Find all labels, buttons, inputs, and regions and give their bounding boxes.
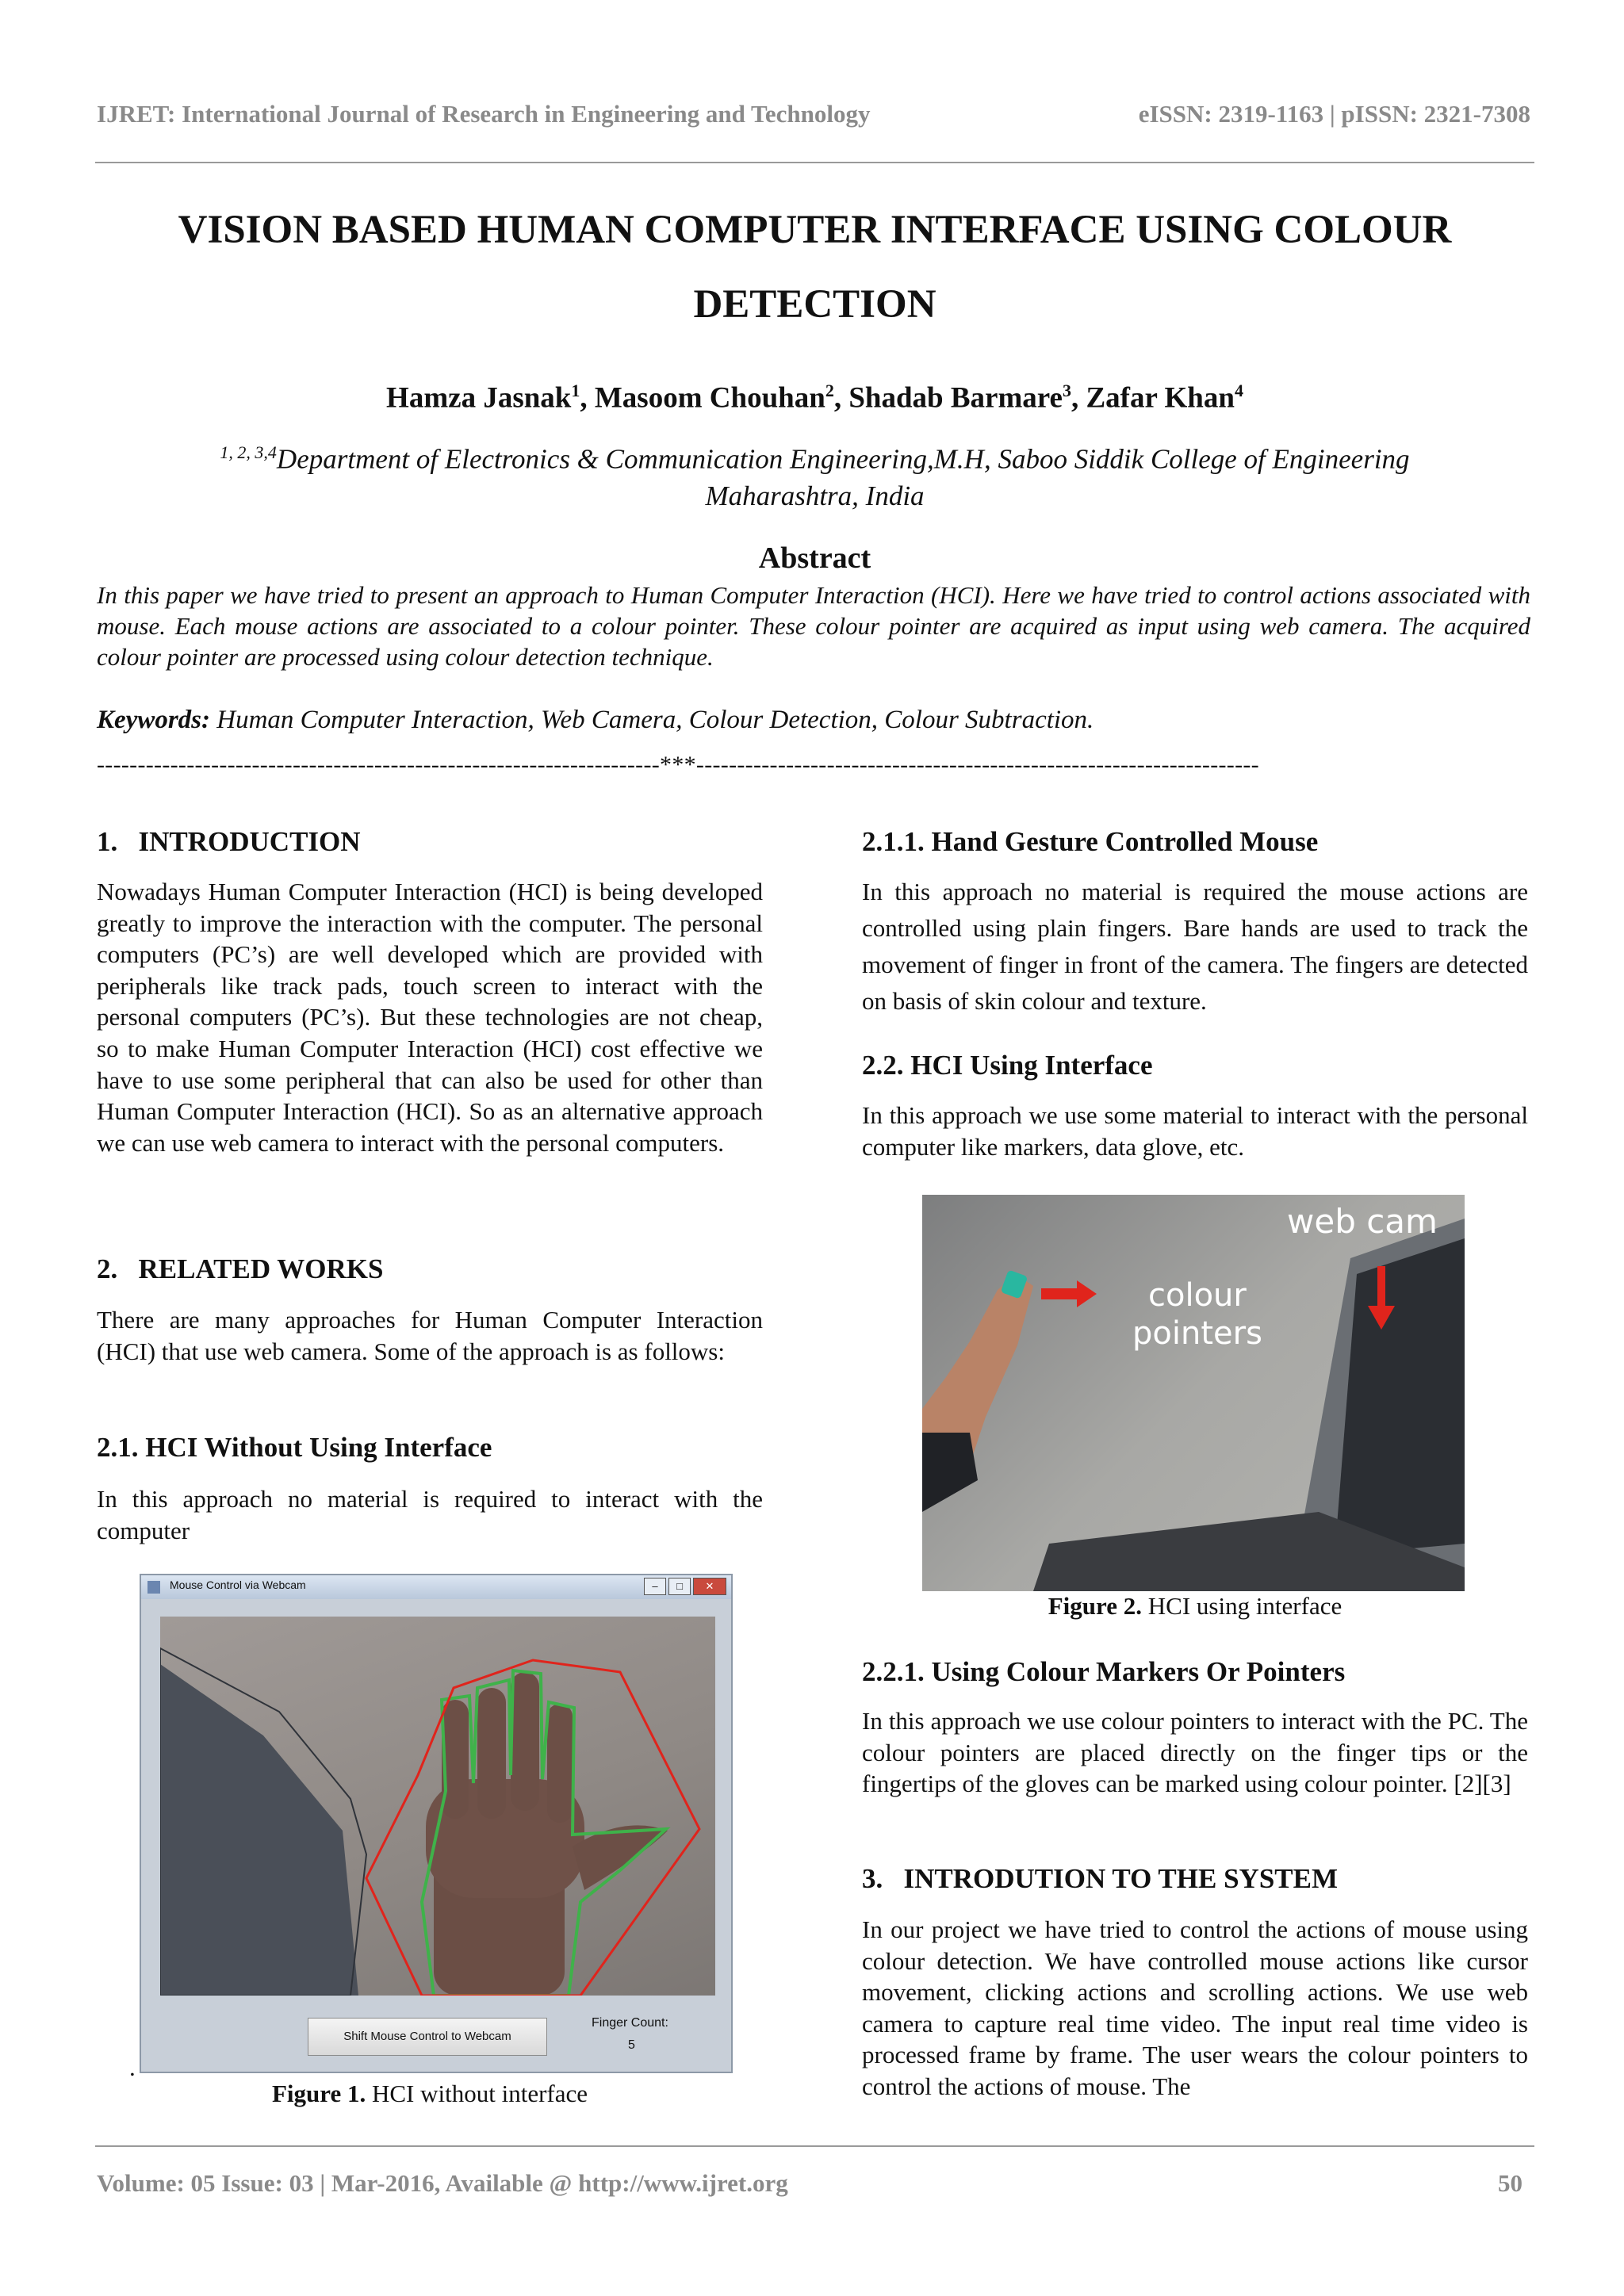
sleeve-photo <box>922 1433 978 1512</box>
finger-count-label: Finger Count: <box>592 2016 668 2030</box>
figure-1-caption-text: HCI without interface <box>366 2080 588 2107</box>
colour-pointers-label-line-2: pointers <box>1132 1315 1262 1352</box>
window-title: Mouse Control via Webcam <box>170 1578 306 1591</box>
paper-title <box>95 193 1534 342</box>
author-sup: 2 <box>825 381 834 400</box>
author-name: Shadab Barmare <box>848 381 1063 415</box>
title-line-2: DETECTION <box>693 282 936 327</box>
window-controls <box>644 1578 726 1595</box>
author-name: Hamza Jasnak <box>386 381 572 415</box>
figure-2-image <box>922 1195 1465 1591</box>
figure-2-caption-text: HCI using interface <box>1142 1592 1342 1620</box>
arrow-to-pointer-icon <box>1041 1280 1097 1307</box>
keywords-label: Keywords: <box>97 706 210 734</box>
app-icon <box>147 1581 160 1594</box>
keywords <box>97 706 1530 735</box>
abstract-heading: Abstract <box>758 541 871 575</box>
minimize-icon: – <box>644 1578 666 1595</box>
author-name: Masoom Chouhan <box>594 381 825 415</box>
stray-dot: . <box>129 2053 136 2081</box>
issn-header: eISSN: 2319-1163 | pISSN: 2321-7308 <box>1138 100 1530 128</box>
header-rule <box>95 162 1534 163</box>
close-icon: ✕ <box>693 1578 726 1595</box>
section-2-2-1-text: In this approach we use colour pointers to interact with the PC. The colour pointers are placed directly on the finger tips or the fingertips of the gloves can be marked using colour pointer. [2][3] <box>862 1707 1528 1798</box>
affiliation <box>135 434 1495 515</box>
shift-mouse-control-button[interactable]: Shift Mouse Control to Webcam <box>308 2018 547 2056</box>
figure-2-caption <box>862 1592 1528 1621</box>
section-2-1-heading: 2.1. HCI Without Using Interface <box>97 1432 492 1463</box>
section-2-2-1-heading: 2.2.1. Using Colour Markers Or Pointers <box>862 1656 1346 1687</box>
webcam-feed <box>160 1617 715 1996</box>
affiliation-line-1: Department of Electronics & Communication Engineering,M.H, Saboo Siddik College of Engineering <box>276 443 1410 475</box>
window-titlebar <box>141 1575 731 1599</box>
figure-1-image <box>140 1574 733 2073</box>
author-sup: 1 <box>571 381 580 400</box>
affiliation-sup: 1, 2, 3,4 <box>220 442 277 462</box>
author-name: Zafar Khan <box>1086 381 1235 415</box>
affiliation-line-2: Maharashtra, India <box>705 480 925 511</box>
section-2-1-text: In this approach no material is required to interact with the computer <box>97 1485 763 1544</box>
related-works-text: There are many approaches for Human Computer Interaction (HCI) that use web camera. Some of the approach is as follows: <box>97 1306 763 1365</box>
author-sup: 4 <box>1234 381 1243 400</box>
journal-header: IJRET: International Journal of Research in Engineering and Technology <box>97 100 871 128</box>
finger-count-value: 5 <box>628 2038 635 2052</box>
author-sup: 3 <box>1062 381 1071 400</box>
related-works-heading: 2. RELATED WORKS <box>97 1253 384 1284</box>
figure-1-caption <box>97 2080 763 2108</box>
title-line-1: VISION BASED HUMAN COMPUTER INTERFACE USING COLOUR <box>178 208 1452 252</box>
footer-rule <box>95 2145 1534 2147</box>
author-list: Hamza Jasnak$^1$, Masoom Chouhan$^2$, Shadab Barmare$^3$, Zafar Khan$^4$ <box>386 381 1243 415</box>
figure-2-caption-label: Figure 2. <box>1048 1592 1142 1620</box>
section-2-1-1-text: In this approach no material is required the mouse actions are controlled using plain fingers. Bare hands are used to track the movement of finger in front of the camera. The fingers are detected on basis of skin colour and texture. <box>862 878 1528 1015</box>
section-3-text: In our project we have tried to control the actions of mouse using colour detection. We have controlled mouse actions like cursor movement, clicking actions and scrolling actions. We use web camera to capture real time video. The input real time video is processed frame by frame. The user wears the colour pointers to control the actions of mouse. The <box>862 1915 1528 2100</box>
page-number: 50 <box>1498 2169 1522 2197</box>
footer-volume: Volume: 05 Issue: 03 | Mar-2016, Available @ http://www.ijret.org <box>97 2169 788 2197</box>
hand-detection-svg <box>160 1617 715 1996</box>
abstract-text: In this paper we have tried to present an approach to Human Computer Interaction (HCI). Here we have tried to control actions associated with mouse. Each mouse actions are associated to a colour pointer. These colour pointer are acquired as input using web camera. The acquired colour pointer are processed using colour detection technique. <box>97 581 1530 671</box>
keywords-text: Human Computer Interaction, Web Camera, Colour Detection, Colour Subtraction. <box>216 706 1094 734</box>
figure-2-photo <box>922 1195 1465 1591</box>
section-2-2-text: In this approach we use some material to interact with the personal computer like markers, data glove, etc. <box>862 1101 1528 1161</box>
intro-text: Nowadays Human Computer Interaction (HCI) is being developed greatly to improve the interaction with the computer. The personal computers (PC’s) are well developed which are provided with peripherals like track pads, touch screen to interact with the personal computers (PC’s). But these technologies are not cheap, so to make Human Computer Interaction (HCI) cost effective we have to use some peripheral that can also be used for other than Human Computer Interaction (HCI). So as an alternative approach we can use web camera to interact with the personal computers. <box>97 878 763 1157</box>
section-3-heading: 3. INTRODUTION TO THE SYSTEM <box>862 1863 1339 1894</box>
section-2-2-heading: 2.2. HCI Using Interface <box>862 1050 1153 1081</box>
colour-pointers-label-line-1: colour <box>1148 1277 1247 1314</box>
maximize-icon: □ <box>668 1578 691 1595</box>
webcam-label: web cam <box>1287 1202 1438 1241</box>
arm-sleeve <box>160 1664 358 1996</box>
figure-1-caption-label: Figure 1. <box>271 2080 366 2107</box>
intro-heading: 1. INTRODUCTION <box>97 826 361 857</box>
section-2-1-1-heading: 2.1.1. Hand Gesture Controlled Mouse <box>862 826 1319 857</box>
section-separator: ---------------------------------------------------------------------***--------------------------------------------------------------------- <box>97 752 1259 778</box>
